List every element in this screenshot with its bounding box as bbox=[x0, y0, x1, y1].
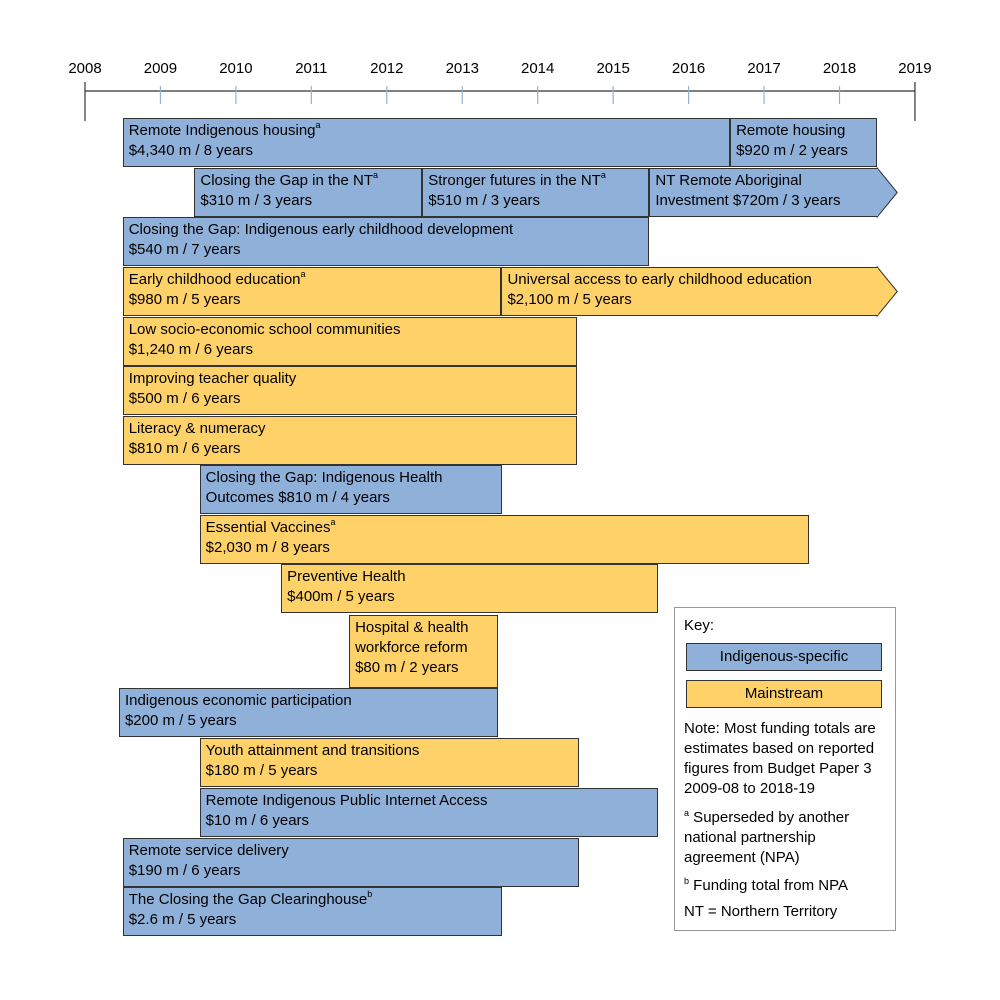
bar-label-detail: $400m / 5 years bbox=[287, 588, 395, 605]
year-label-2013: 2013 bbox=[445, 60, 479, 77]
bar-label-title: Hospital & health bbox=[355, 619, 469, 636]
bar-label-title: Essential Vaccines$^a$ bbox=[205, 517, 336, 536]
bar-label-detail: $2,100 m / 5 years bbox=[507, 291, 632, 308]
bar-label-title: Improving teacher quality bbox=[128, 370, 297, 387]
bar-early-childhood-development bbox=[123, 217, 650, 266]
bar-remote-housing bbox=[730, 118, 877, 167]
bar-label-detail: $190 m / 6 years bbox=[128, 862, 241, 879]
bar-remote-indigenous-housing bbox=[123, 118, 730, 167]
key-swatch-mainstream bbox=[686, 680, 882, 708]
arrow-universal-access-ece bbox=[877, 267, 897, 316]
bar-label-title: Remote service delivery bbox=[128, 842, 289, 859]
bar-remote-public-internet bbox=[200, 788, 659, 837]
bar-label-detail: $4,340 m / 8 years bbox=[128, 142, 253, 159]
footnote-marker: a bbox=[600, 170, 606, 180]
key-title: Key: bbox=[684, 617, 715, 634]
bar-label-title: Closing the Gap: Indigenous early childhood development bbox=[128, 221, 514, 238]
bar-label-title: Literacy & numeracy bbox=[128, 420, 266, 437]
bar-label-title: Indigenous economic participation bbox=[124, 692, 352, 709]
bar-label-title: Closing the Gap in the $NT^a$ bbox=[200, 170, 378, 189]
footnote-marker: a bbox=[300, 269, 306, 279]
bar-label-detail: $810 m / 6 years bbox=[128, 440, 241, 457]
bar-label-detail: $980 m / 5 years bbox=[128, 291, 241, 308]
year-label-2014: 2014 bbox=[521, 60, 555, 77]
bar-indigenous-health-outcomes bbox=[200, 465, 503, 514]
key-footnote-a-line-2: national partnership bbox=[684, 829, 816, 846]
bar-label-detail: $2,030 m / 8 years bbox=[205, 539, 330, 556]
bar-youth-attainment bbox=[200, 738, 580, 787]
year-label-2009: 2009 bbox=[143, 60, 178, 77]
bar-label-detail: $500 m / 6 years bbox=[128, 390, 241, 407]
bar-early-childhood-education bbox=[123, 267, 502, 316]
key-note-line-4: 2009-08 to 2018-19 bbox=[684, 780, 815, 797]
key-label-indigenous: Indigenous-specific bbox=[719, 648, 849, 665]
year-label-2012: 2012 bbox=[370, 60, 404, 77]
bar-label-detail: $1,240 m / 6 years bbox=[128, 341, 253, 358]
bar-nt-remote-aboriginal-investment bbox=[649, 168, 877, 217]
bar-label-amount: $80 m / 2 years bbox=[355, 659, 459, 676]
bar-label-detail: $180 m / 5 years bbox=[205, 762, 318, 779]
key-footnote-b-text: Funding total from NPA bbox=[689, 877, 848, 894]
bar-label-title: The Closing the Gap Clearinghouse$^b$ bbox=[128, 889, 373, 908]
bar-label-title: Closing the Gap: Indigenous Health bbox=[205, 469, 443, 486]
key-footnote-a-line-1: Superseded by another bbox=[689, 809, 850, 826]
key-swatch-indigenous bbox=[686, 643, 882, 671]
year-label-2017: 2017 bbox=[747, 60, 781, 77]
key-footnote-b-marker: b bbox=[684, 876, 690, 886]
bar-label-title: Early childhood education$^a$ bbox=[128, 269, 306, 288]
key-note-line-1: Note: Most funding totals are bbox=[684, 720, 876, 737]
key-footnote-a bbox=[684, 808, 894, 868]
bar-improving-teacher-quality bbox=[123, 366, 577, 415]
year-label-2015: 2015 bbox=[596, 60, 630, 77]
bar-label-detail: $540 m / 7 years bbox=[128, 241, 241, 258]
year-label-2019: 2019 bbox=[898, 60, 932, 77]
bar-low-ses-school-communities bbox=[123, 317, 577, 366]
bar-label-detail: workforce reform bbox=[355, 639, 468, 656]
year-label-2008: 2008 bbox=[68, 60, 102, 77]
bar-label-title: Remote housing bbox=[736, 122, 846, 139]
bar-label-title: Stronger futures in the $NT^a$ bbox=[428, 170, 606, 189]
key-label-mainstream: Mainstream bbox=[744, 685, 824, 702]
year-label-2010: 2010 bbox=[219, 60, 253, 77]
year-label-2018: 2018 bbox=[822, 60, 857, 77]
bar-preventive-health bbox=[281, 564, 658, 613]
bar-label-title: Low socio-economic school communities bbox=[128, 321, 401, 338]
year-label-2011: 2011 bbox=[295, 60, 328, 77]
bar-closing-gap-nt bbox=[194, 168, 422, 217]
key-nt-abbreviation: NT = Northern Territory bbox=[684, 903, 838, 920]
bar-label-detail: $10 m / 6 years bbox=[205, 812, 310, 829]
key-footnote-b bbox=[684, 876, 894, 896]
bar-label-detail: $2.6 m / 5 years bbox=[128, 911, 237, 928]
bar-remote-service-delivery bbox=[123, 838, 579, 887]
bar-literacy-numeracy bbox=[123, 416, 577, 465]
bar-label-detail: Investment $720m / 3 years bbox=[655, 192, 841, 209]
bar-label-title: NT Remote Aboriginal bbox=[655, 172, 802, 189]
bar-indigenous-economic-participation bbox=[119, 688, 499, 737]
footnote-marker: b bbox=[367, 889, 373, 899]
bar-essential-vaccines bbox=[200, 515, 810, 564]
bar-label-detail: $200 m / 5 years bbox=[124, 712, 237, 729]
bar-label-title: Universal access to early childhood education bbox=[507, 271, 812, 288]
footnote-marker: a bbox=[330, 517, 336, 527]
bar-label-detail: $310 m / 3 years bbox=[200, 192, 313, 209]
footnote-marker: a bbox=[315, 120, 321, 130]
key-note-line-2: estimates based on reported bbox=[684, 740, 875, 757]
bar-label-detail: Outcomes $810 m / 4 years bbox=[205, 489, 390, 506]
bar-clearinghouse bbox=[123, 887, 503, 936]
bar-label-detail: $920 m / 2 years bbox=[736, 142, 848, 159]
bar-label-title: Youth attainment and transitions bbox=[205, 742, 420, 759]
key-footnote-a-marker: a bbox=[684, 808, 690, 818]
key-note-line-3: figures from Budget Paper 3 bbox=[684, 760, 872, 777]
legend-key bbox=[674, 607, 896, 931]
bar-stronger-futures-nt bbox=[422, 168, 649, 217]
bar-label-title: Preventive Health bbox=[287, 568, 406, 585]
bar-hospital-health-workforce bbox=[349, 615, 498, 688]
footnote-marker: a bbox=[372, 170, 378, 180]
arrow-nt-remote-aboriginal-investment bbox=[877, 168, 897, 217]
bar-label-detail: $510 m / 3 years bbox=[428, 192, 540, 209]
bar-label-title: Remote Indigenous housing$^a$ bbox=[128, 120, 321, 139]
year-label-2016: 2016 bbox=[671, 60, 706, 77]
key-note bbox=[684, 719, 894, 799]
bar-label-title: Remote Indigenous Public Internet Access bbox=[205, 792, 488, 809]
key-footnote-a-line-3: agreement (NPA) bbox=[684, 849, 800, 866]
bar-universal-access-ece bbox=[501, 267, 877, 316]
